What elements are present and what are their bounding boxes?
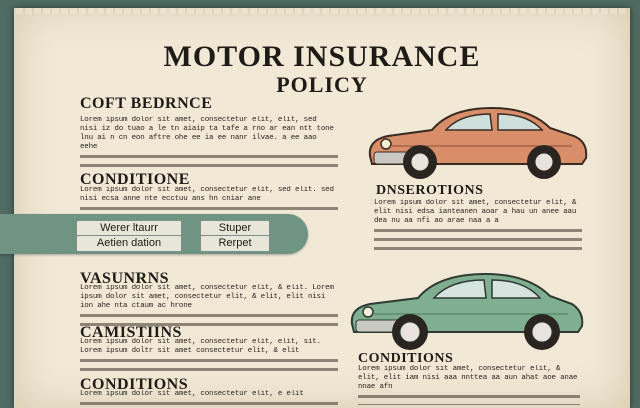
conditions-bottom-text: Lorem ipsum dolor sit amet, consectetur elit, e elit (80, 390, 338, 408)
options-band (0, 214, 308, 254)
vasunrns-heading: VASUNRNS (80, 270, 170, 287)
document-title: MOTOR INSURANCE (163, 40, 481, 73)
policy-document (14, 8, 630, 408)
coverage-text: Lorem ipsum dolor sit amet, consectetur elit, elit, sed nisi iz do tuao a le tn aiaip ta tafe a rno ar ean ntt tone lnu ai n cn eon aftre ohe ee ia ee nanr ilvae. a ee aao eehe (80, 116, 338, 170)
option-stuper-button[interactable]: Stuper (200, 220, 270, 237)
vintage-car-green-icon (346, 266, 586, 352)
vintage-car-orange-icon (362, 100, 592, 182)
conditions-heading: CONDITIONE (80, 171, 190, 188)
conditions-bottom-heading: CONDITIONS (80, 376, 189, 393)
document-subtitle: POLICY (276, 72, 368, 97)
option-aetien-dation-button[interactable]: Aetien dation (76, 235, 182, 252)
camistiins-text: Lorem ipsum dolor sit amet, consectetur elit, elit, sit. Lorem ipsum doltr sit amet consectetur elit, & elit (80, 338, 338, 374)
vasunrns-text: Lorem ipsum dolor sit amet, consectetur elit, & elit. Lorem ipsum dolor sit amet, consectetur elit, & elit, elit nisi ion ahe nta ctaum ac hrone (80, 284, 338, 328)
camistiins-heading: CAMISTIINS (80, 324, 182, 341)
dnserotions-heading: DNSEROTIONS (376, 183, 484, 198)
option-rerpet-button[interactable]: Rerpet (200, 235, 270, 252)
conditions-right-heading: CONDITIONS (358, 351, 454, 366)
coverage-heading: COFT BEDRNCE (80, 95, 213, 112)
dnserotions-text: Lorem ipsum dolor sit amet, consectetur elit, & elit nisi edsa ianteanen aoar a hau un anee aau dea nu aa nfi ao arae naa a a (374, 199, 582, 251)
option-werer-ltaurr-button[interactable]: Werer ltaurr (76, 220, 182, 237)
conditions-right-text: Lorem ipsum dolor sit amet, consectetur elit, & elit, elit iam nisi aaa nnttea aa aun ahat aoe anae nnae afn (358, 365, 580, 405)
conditions-text: Lorem ipsum dolor sit amet, consectetur elit, sed elit. sed nisi ecsa anne nte ecctuu ans hn cniar ane (80, 186, 338, 216)
